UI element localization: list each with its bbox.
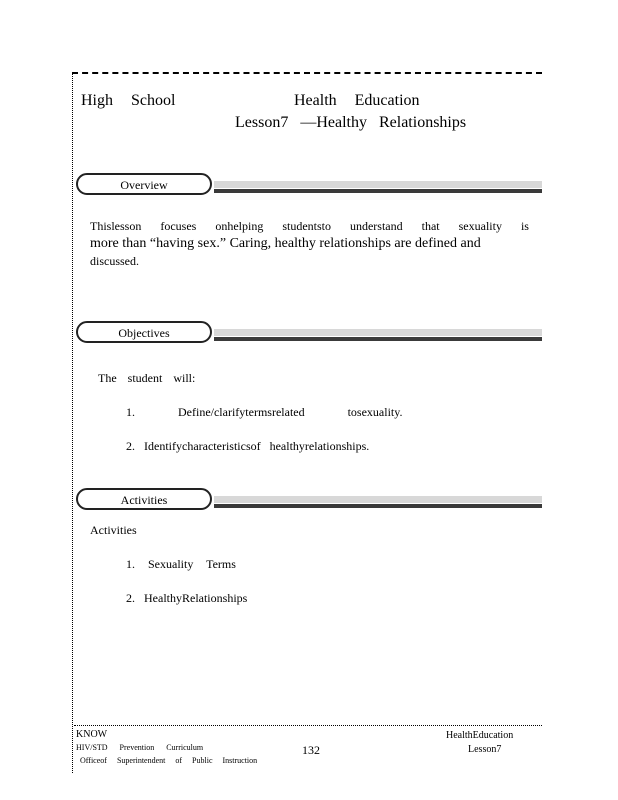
activities-label: Activities [120,493,168,507]
section-band-dark [214,337,542,341]
left-dotted-rule [72,73,73,773]
overview-tab [76,173,212,195]
overview-section-bar [76,173,542,199]
objectives-label: Objectives [118,326,170,340]
top-dashed-rule [72,72,542,74]
overview-text-line-2: more than “having sex.” Caring, healthy relationships are defined and [90,236,481,251]
footer-curriculum-name: HIV/STD Prevention Curriculum [76,743,204,752]
footer-dotted-rule [74,725,542,726]
footer-subject: HealthEducation [446,730,514,741]
section-band-dark [214,189,542,193]
objective-item-2: 2. Identifycharacteristicsof healthyrelationships. [126,439,370,453]
footer-office-name: Officeof Superintendent of Public Instruction [80,756,258,765]
objective-item-1: 1. Define/clarifytermsrelated tosexuality. [126,405,403,419]
section-band-light [214,181,542,188]
activities-section-bar [76,488,542,514]
lesson-title: Lesson7 —Healthy Relationships [235,114,467,131]
activity-item-2: 2. HealthyRelationships [126,591,248,605]
objectives-tab [76,321,212,343]
overview-text-line-3: discussed. [90,254,139,268]
header-subject: Health Education [294,92,420,109]
activities-tab [76,488,212,510]
header-school-level: High School [81,92,176,109]
overview-label: Overview [120,178,168,192]
objectives-section-bar [76,321,542,347]
activities-intro: Activities [90,523,137,537]
footer-program-name: KNOW [76,729,108,740]
section-band-light [214,329,542,336]
section-band-light [214,496,542,503]
objectives-intro: The student will: [98,371,196,385]
page-number: 132 [302,743,320,757]
activity-item-1: 1. Sexuality Terms [126,557,236,571]
overview-text-line-1: Thislesson focuses onhelping studentsto understand that sexuality is [90,219,529,233]
section-band-dark [214,504,542,508]
footer-lesson: Lesson7 [468,744,502,755]
